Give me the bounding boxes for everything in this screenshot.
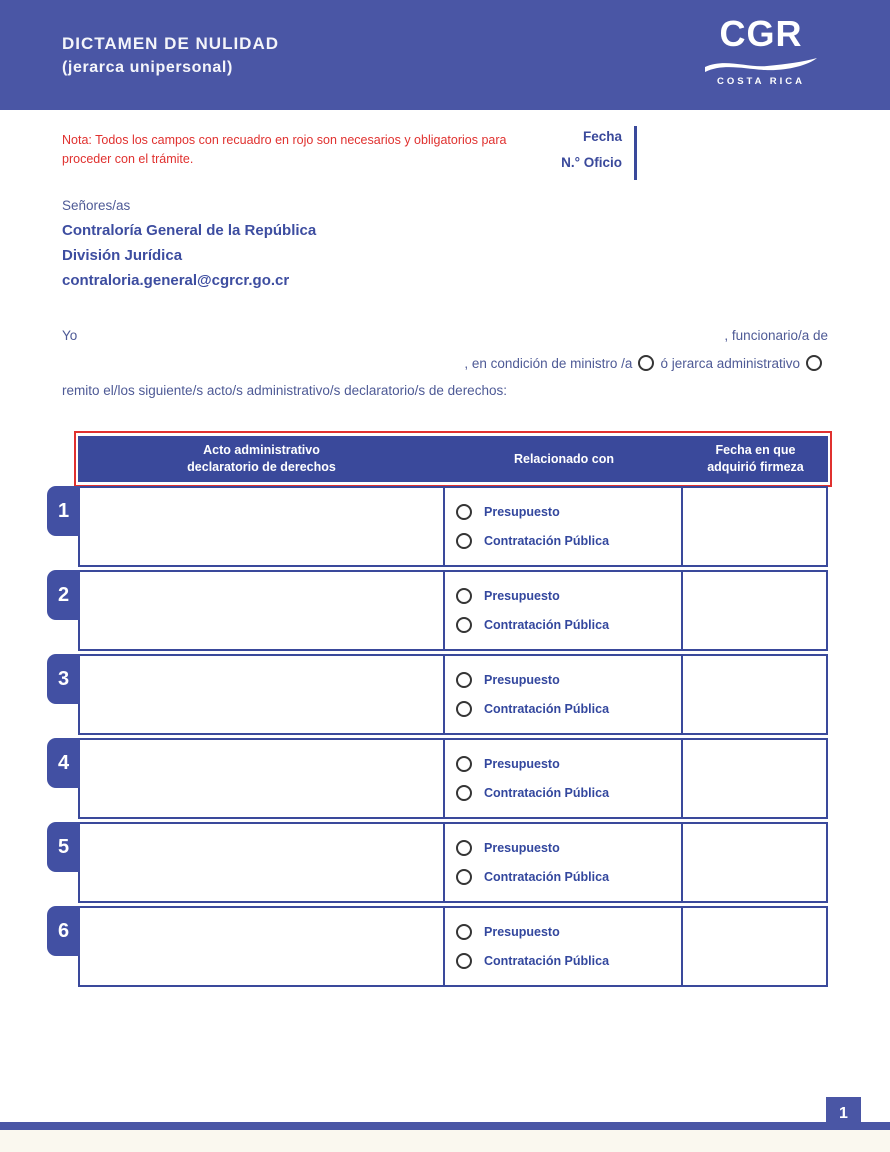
fecha-value-field[interactable] (642, 126, 832, 151)
row-number-badge: 4 (47, 738, 80, 788)
fecha-label: Fecha (582, 129, 622, 144)
radio-presupuesto[interactable] (456, 672, 472, 688)
funcionario-suffix: , funcionario/a de (724, 327, 828, 343)
oficio-value-field[interactable] (642, 155, 832, 180)
table-row (57, 738, 828, 819)
radio-label: Contratación Pública (484, 702, 610, 716)
bottom-strip (0, 1130, 890, 1152)
recipient-name: Contraloría General de la República (62, 222, 317, 239)
radio-presupuesto[interactable] (456, 588, 472, 604)
row-number-badge: 2 (47, 570, 80, 620)
radio-label: Presupuesto (484, 757, 560, 771)
radio-presupuesto[interactable] (456, 756, 472, 772)
radio-presupuesto[interactable] (456, 840, 472, 856)
acto-input-cell[interactable] (80, 572, 445, 649)
table-row (57, 822, 828, 903)
cgr-logo-text: CGR (719, 13, 803, 54)
radio-label: Contratación Pública (484, 534, 610, 548)
declarant-name-field[interactable] (77, 326, 724, 344)
recipient-division: División Jurídica (62, 247, 183, 264)
footer-bar (0, 1122, 890, 1130)
col-header-acto: Acto administrativo declaratorio de derechos (187, 443, 336, 474)
oficio-label: N.° Oficio (561, 155, 622, 170)
table-header (78, 436, 828, 482)
row-number-badge: 5 (47, 822, 80, 872)
cgr-logo (701, 14, 821, 87)
fecha-firmeza-cell[interactable] (683, 740, 826, 817)
fecha-firmeza-cell[interactable] (683, 908, 826, 985)
radio-contratacion[interactable] (456, 953, 472, 969)
fecha-firmeza-cell[interactable] (683, 572, 826, 649)
radio-label: Contratación Pública (484, 618, 610, 632)
radio-contratacion[interactable] (456, 533, 472, 549)
radio-presupuesto[interactable] (456, 924, 472, 940)
col-header-fecha: Fecha en que adquirió firmeza (707, 443, 804, 474)
table-row (57, 906, 828, 987)
radio-label: Contratación Pública (484, 786, 610, 800)
radio-label: Presupuesto (484, 589, 560, 603)
radio-presupuesto[interactable] (456, 504, 472, 520)
fecha-firmeza-cell[interactable] (683, 488, 826, 565)
radio-contratacion[interactable] (456, 785, 472, 801)
acto-input-cell[interactable] (80, 488, 445, 565)
relacionado-cell (445, 908, 683, 985)
radio-contratacion[interactable] (456, 617, 472, 633)
radio-contratacion[interactable] (456, 701, 472, 717)
logo-wave-icon (703, 56, 819, 73)
row-number-badge: 1 (47, 486, 80, 536)
recipient-block (62, 193, 316, 293)
row-number-badge: 6 (47, 906, 80, 956)
radio-label: Contratación Pública (484, 954, 610, 968)
acto-input-cell[interactable] (80, 740, 445, 817)
relacionado-cell (445, 488, 683, 565)
logo-country-label: COSTA RICA (716, 75, 806, 87)
acto-input-cell[interactable] (80, 824, 445, 901)
table-row (57, 570, 828, 651)
radio-label: Contratación Pública (484, 870, 610, 884)
salutation: Señores/as (62, 198, 131, 213)
radio-label: Presupuesto (484, 505, 560, 519)
fecha-firmeza-cell[interactable] (683, 824, 826, 901)
relacionado-cell (445, 572, 683, 649)
table-row (57, 654, 828, 735)
acto-input-cell[interactable] (80, 908, 445, 985)
fecha-firmeza-cell[interactable] (683, 656, 826, 733)
relacionado-cell (445, 824, 683, 901)
radio-label: Presupuesto (484, 673, 560, 687)
condition-prefix: , en condición de ministro /a (464, 355, 633, 371)
meta-divider (634, 126, 637, 180)
institution-field[interactable] (62, 354, 464, 372)
document-title: DICTAMEN DE NULIDAD (62, 34, 280, 53)
radio-jerarca[interactable] (806, 355, 822, 371)
declaration-closing: remito el/los siguiente/s acto/s administrativo/s declaratorio/s de derechos: (62, 383, 507, 398)
page-number: 1 (839, 1104, 848, 1122)
declaration-paragraph (62, 320, 828, 398)
relacionado-cell (445, 656, 683, 733)
document-subtitle: (jerarca unipersonal) (62, 59, 233, 76)
yo-label: Yo (62, 327, 78, 343)
acto-input-cell[interactable] (80, 656, 445, 733)
radio-label: Presupuesto (484, 925, 560, 939)
meta-labels (430, 129, 622, 170)
table-row (57, 486, 828, 567)
relacionado-cell (445, 740, 683, 817)
note-text: Nota: Todos los campos con recuadro en rojo son necesarios y obligatorios para proceder con el trámite. (62, 133, 507, 166)
acts-table (57, 436, 828, 987)
col-header-relacionado: Relacionado con (513, 451, 615, 466)
header-band (0, 0, 890, 110)
row-number-badge: 3 (47, 654, 80, 704)
radio-contratacion[interactable] (456, 869, 472, 885)
condition-middle: ó jerarca administrativo (660, 355, 800, 371)
radio-ministro[interactable] (638, 355, 654, 371)
recipient-email: contraloria.general@cgrcr.go.cr (62, 272, 290, 289)
radio-label: Presupuesto (484, 841, 560, 855)
document-title-block (62, 34, 279, 77)
